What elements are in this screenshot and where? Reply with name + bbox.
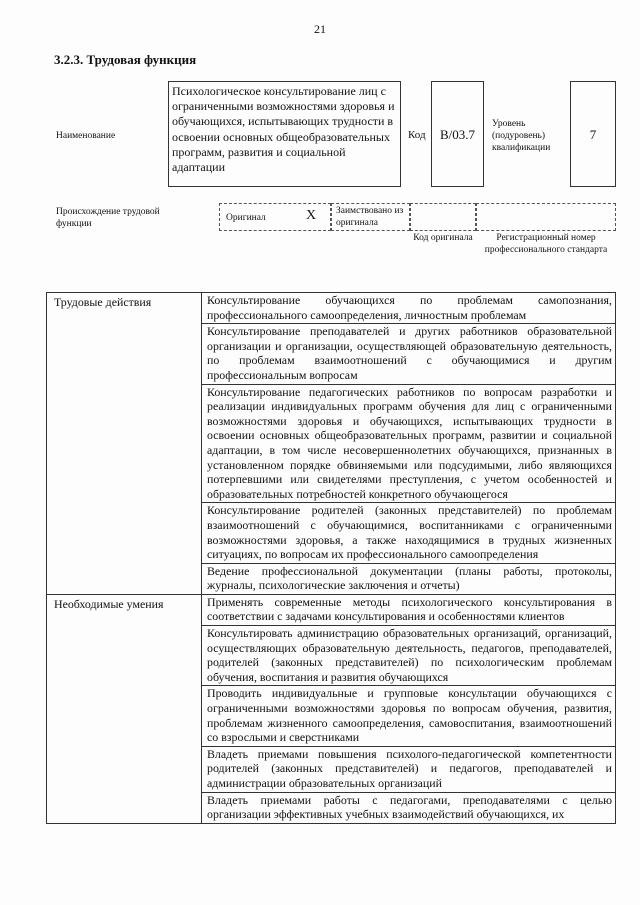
function-table: [46, 292, 616, 824]
code-original-box: [410, 203, 476, 231]
original-mark: X: [306, 208, 317, 223]
function-name: Психологическое консультирование лиц с ограниченными возможностями здоровья и обучающихся, испытывающих трудности в освоении основных общеобразовательных программ, развития и социальной адаптации: [172, 84, 395, 175]
code-original-label: Код оригинала: [413, 233, 473, 243]
list-item: Консультирование обучающихся по проблемам самопознания, профессионального самоопределения, личностным проблемам: [202, 293, 616, 324]
list-item: Консультирование родителей (законных представителей) по проблемам взаимоотношений с обучающимися, воспитанниками с ограниченными возможностями здоровья, а также находящимися в трудных жизненных ситуациях, по вопросам их профессионального самоопределения: [202, 503, 616, 563]
list-item: Консультирование преподавателей и других работников образовательной организации и организации, осуществляющей образовательную деятельность, по проблемам взаимоотношений с обучающимися и другим профессиональным вопросам: [202, 324, 616, 384]
origin-label: Происхождение трудовой функции: [56, 207, 160, 229]
table-row: [47, 594, 616, 625]
borrowed-label: Заимствовано из оригинала: [336, 206, 404, 228]
table-row: [47, 293, 616, 324]
reg-number-box: [476, 203, 616, 231]
section-label: Необходимые умения: [47, 594, 202, 823]
level-value: 7: [589, 127, 597, 142]
list-item: Владеть приемами работы с педагогами, преподавателями с целью организации эффективных учебных взаимодействий обучающихся, их: [202, 792, 616, 823]
level-label: Уровень (подуровень) квалификации: [492, 119, 551, 153]
list-item: Проводить индивидуальные и групповые консультации обучающихся с ограниченными возможностями здоровья по вопросам обучения, развития, проблемам жизненного самоопределения, самовоспитания, взаимоотношений со взрослыми и сверстниками: [202, 686, 616, 746]
name-label: Наименование: [56, 131, 116, 141]
section-label: Трудовые действия: [47, 293, 202, 595]
code-value: B/03.7: [439, 127, 476, 142]
list-item: Консультировать администрацию образовательных организаций, организаций, осуществляющих образовательную деятельность, педагогов, преподавателей, родителей (законных представителей) по психологическим проблемам обучения, воспитания и развития обучающихся: [202, 626, 616, 686]
list-item: Применять современные методы психологического консультирования в соответствии с задачами консультирования и особенностями клиентов: [202, 594, 616, 625]
code-label: Код: [408, 129, 426, 141]
list-item: Ведение профессиональной документации (планы работы, протоколы, журналы, психологические заключения и отчеты): [202, 563, 616, 594]
reg-number-label: Регистрационный номер профессионального стандарта: [484, 233, 608, 255]
original-label: Оригинал: [226, 213, 266, 223]
list-item: Владеть приемами повышения психолого-педагогической компетентности родителей (законных представителей) и педагогов, преподавателей и администрации образовательных организаций: [202, 746, 616, 792]
list-item: Консультирование педагогических работников по вопросам разработки и реализации индивидуальных программ обучения для лиц с ограниченными возможностями здоровья и обучающихся, испытывающих трудности в освоении основных общеобразовательных программ, развитии и социальной адаптации, в том числе несовершеннолетних обучающихся, признанных в установленном порядке обвиняемыми или подсудимыми, либо являющихся потерпевшими или свидетелями преступления, с учетом особенностей и образовательных потребностей конкретного обучающегося: [202, 384, 616, 503]
section-title: 3.2.3. Трудовая функция: [54, 52, 197, 67]
page-number: 21: [314, 22, 326, 36]
